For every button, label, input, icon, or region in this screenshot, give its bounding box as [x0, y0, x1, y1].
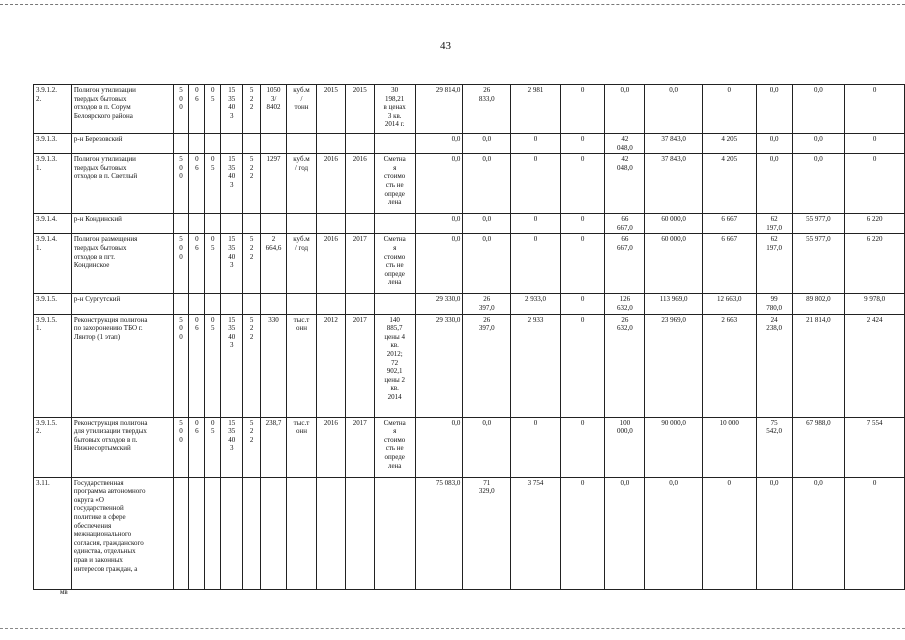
table-cell: 0 6	[189, 85, 205, 134]
table-cell	[374, 214, 415, 234]
table-cell: 0,0	[463, 417, 511, 477]
table-row	[34, 294, 905, 314]
table-cell: 0	[511, 234, 561, 294]
table-cell: 23 969,0	[645, 314, 703, 417]
table-cell: 62 197,0	[756, 234, 792, 294]
table-cell: Сметна я стоимо сть не опреде лена	[374, 417, 415, 477]
table-cell: 15 35 40 3	[221, 234, 243, 294]
table-cell: 60 000,0	[645, 214, 703, 234]
table-cell: 3.9.1.4. 1.	[34, 234, 72, 294]
table-cell: 90 000,0	[645, 417, 703, 477]
table-cell: 2 424	[845, 314, 905, 417]
table-cell	[316, 477, 345, 589]
table-cell: 26 833,0	[463, 85, 511, 134]
table-cell	[205, 477, 221, 589]
table-cell: Реконструкция полигона по захоронению ТБО г. Лянтор (1 этап)	[71, 314, 173, 417]
table-cell: 0,0	[415, 214, 463, 234]
table-cell	[374, 294, 415, 314]
table-cell: 0	[560, 417, 605, 477]
table-cell: 3.9.1.5. 1.	[34, 314, 72, 417]
table-cell	[189, 294, 205, 314]
table-cell: 330	[261, 314, 287, 417]
table-cell: 5 2 2	[243, 154, 261, 214]
table-row	[34, 154, 905, 214]
table-cell: 0,0	[645, 85, 703, 134]
table-cell: 26 397,0	[463, 314, 511, 417]
table-cell: 0,0	[756, 154, 792, 214]
table-cell: 42 048,0	[605, 134, 645, 154]
table-cell: 99 780,0	[756, 294, 792, 314]
table-cell: 5 2 2	[243, 85, 261, 134]
table-cell: 4 205	[702, 134, 756, 154]
table-cell: 3.9.1.4.	[34, 214, 72, 234]
table-cell: 5 0 0	[173, 154, 189, 214]
table-row	[34, 417, 905, 477]
table-row	[34, 234, 905, 294]
table-cell: 26 632,0	[605, 314, 645, 417]
table-cell: 0,0	[756, 477, 792, 589]
table-cell: 0	[845, 85, 905, 134]
table-cell: Реконструкция полигона для утилизации твердых бытовых отходов в п. Нижнесортымский	[71, 417, 173, 477]
table-cell: 7 554	[845, 417, 905, 477]
table-cell	[243, 294, 261, 314]
table-cell: 0 5	[205, 154, 221, 214]
table-cell: 0 5	[205, 417, 221, 477]
table-cell: р-н Кондинский	[71, 214, 173, 234]
table-cell	[316, 214, 345, 234]
table-cell: 0 6	[189, 234, 205, 294]
table-cell: 89 802,0	[792, 294, 845, 314]
table-cell: 140 885,7 цены 4 кв. 2012; 72 902,1 цены 2 кв. 2014	[374, 314, 415, 417]
table-cell	[261, 477, 287, 589]
table-cell: 3.9.1.2. 2.	[34, 85, 72, 134]
table-cell: 0 5	[205, 85, 221, 134]
table-cell: 0 6	[189, 314, 205, 417]
table-cell: 5 0 0	[173, 417, 189, 477]
table-cell: 0,0	[463, 134, 511, 154]
table-cell: 10 000	[702, 417, 756, 477]
table-cell: Сметна я стоимо сть не опреде лена	[374, 154, 415, 214]
table-cell: 15 35 40 3	[221, 85, 243, 134]
table-cell	[345, 134, 374, 154]
table-cell: 0,0	[415, 134, 463, 154]
table-cell: 9 978,0	[845, 294, 905, 314]
table-cell: 3.9.1.5. 2.	[34, 417, 72, 477]
table-cell: 2017	[345, 417, 374, 477]
table-cell	[287, 477, 317, 589]
table-cell: Сметна я стоимо сть не опреде лена	[374, 234, 415, 294]
table-cell: 66 667,0	[605, 214, 645, 234]
table-cell: 3.11.	[34, 477, 72, 589]
table-cell	[221, 214, 243, 234]
table-cell: Государственная программа автономного округа «О государственной политике в сфере обеспечения межнационального согласия, гражданского единства, отдельных прав и законных интересов граждан, а	[71, 477, 173, 589]
table-cell: 3 754	[511, 477, 561, 589]
page-number: 43	[440, 40, 451, 52]
table-row	[34, 214, 905, 234]
table-cell: 100 000,0	[605, 417, 645, 477]
table-cell: 2016	[345, 154, 374, 214]
table-cell: 3.9.1.5.	[34, 294, 72, 314]
table-cell: 75 083,0	[415, 477, 463, 589]
table-cell: 26 397,0	[463, 294, 511, 314]
table-cell	[243, 134, 261, 154]
table-cell: 238,7	[261, 417, 287, 477]
table-cell: 0	[560, 314, 605, 417]
table-cell: 0,0	[463, 234, 511, 294]
table-cell: тыс.т онн	[287, 417, 317, 477]
table-cell: 5 0 0	[173, 234, 189, 294]
table-cell: 2 933	[511, 314, 561, 417]
table-cell: 2 981	[511, 85, 561, 134]
table-cell: 0 5	[205, 314, 221, 417]
table-cell	[374, 477, 415, 589]
table-body	[34, 85, 905, 590]
table-row	[34, 85, 905, 134]
table-cell	[173, 214, 189, 234]
scan-edge-top	[0, 4, 905, 5]
table-cell: 2015	[316, 85, 345, 134]
table-cell: 0	[560, 234, 605, 294]
table-cell: 1050 3/ 8402	[261, 85, 287, 134]
table-cell: 12 663,0	[702, 294, 756, 314]
table-cell: 0	[560, 294, 605, 314]
table-cell: 0 6	[189, 154, 205, 214]
table-cell: 37 843,0	[645, 154, 703, 214]
table-cell: 42 048,0	[605, 154, 645, 214]
table-cell	[261, 214, 287, 234]
table-cell	[316, 134, 345, 154]
table-cell: 0	[702, 477, 756, 589]
table-cell: куб.м / год	[287, 154, 317, 214]
table-cell: 29 814,0	[415, 85, 463, 134]
table-cell: 62 197,0	[756, 214, 792, 234]
table-cell: Полигон размещения твердых бытовых отходов в пгт. Кондинское	[71, 234, 173, 294]
table-cell: 6 667	[702, 234, 756, 294]
table-cell	[345, 477, 374, 589]
table-cell	[189, 477, 205, 589]
table-cell: 6 220	[845, 214, 905, 234]
table-cell: 5 0 0	[173, 314, 189, 417]
table-cell: 0,0	[415, 234, 463, 294]
table-cell	[173, 477, 189, 589]
table-cell: 0,0	[605, 85, 645, 134]
table-cell: 0	[845, 477, 905, 589]
table-cell: 0	[702, 85, 756, 134]
table-cell	[243, 477, 261, 589]
table-cell: 0,0	[605, 477, 645, 589]
table-cell: 2 664,6	[261, 234, 287, 294]
table-cell: 0	[845, 134, 905, 154]
table-cell: 0	[511, 214, 561, 234]
table-cell: 75 542,0	[756, 417, 792, 477]
table-cell	[205, 214, 221, 234]
table-cell	[287, 214, 317, 234]
table-cell: 71 329,0	[463, 477, 511, 589]
budget-table	[33, 84, 905, 590]
table-cell: 5 2 2	[243, 417, 261, 477]
table-cell	[189, 134, 205, 154]
table-cell: 2 663	[702, 314, 756, 417]
table-cell: 0,0	[756, 134, 792, 154]
table-cell: 0,0	[792, 154, 845, 214]
table-cell	[374, 134, 415, 154]
table-cell	[205, 294, 221, 314]
table-cell: 113 969,0	[645, 294, 703, 314]
table-cell: 21 814,0	[792, 314, 845, 417]
table-cell: 0,0	[792, 134, 845, 154]
table-cell: 2016	[316, 417, 345, 477]
table-cell: 0	[511, 417, 561, 477]
table-cell	[221, 294, 243, 314]
table-cell: 2 933,0	[511, 294, 561, 314]
table-cell	[221, 477, 243, 589]
table-cell: р-н Березовский	[71, 134, 173, 154]
table-cell: 0,0	[792, 477, 845, 589]
table-cell: 55 977,0	[792, 214, 845, 234]
table-cell	[205, 134, 221, 154]
table-cell: 0,0	[463, 214, 511, 234]
table-cell: 0,0	[645, 477, 703, 589]
table-cell: 0	[560, 477, 605, 589]
footer-note: мв	[60, 588, 68, 596]
table-cell: 55 977,0	[792, 234, 845, 294]
table-cell: 5 2 2	[243, 234, 261, 294]
table-cell	[221, 134, 243, 154]
table-cell	[173, 294, 189, 314]
scan-edge-bottom	[0, 628, 905, 629]
table-cell: 15 35 40 3	[221, 417, 243, 477]
table-cell: 0	[560, 134, 605, 154]
table-cell: куб.м / тонн	[287, 85, 317, 134]
table-cell	[261, 134, 287, 154]
table-cell: Полигон утилизации твердых бытовых отходов в п. Светлый	[71, 154, 173, 214]
table-cell: 2017	[345, 234, 374, 294]
table-cell	[287, 134, 317, 154]
table-cell: 0 6	[189, 417, 205, 477]
table-cell	[173, 134, 189, 154]
table-cell: 15 35 40 3	[221, 154, 243, 214]
table-cell: 60 000,0	[645, 234, 703, 294]
table-cell: 4 205	[702, 154, 756, 214]
table-cell: 30 198,21 в ценах 3 кв. 2014 г.	[374, 85, 415, 134]
table-cell: 0	[560, 85, 605, 134]
table-cell: 0,0	[463, 154, 511, 214]
table-row	[34, 477, 905, 589]
table-cell: 37 843,0	[645, 134, 703, 154]
table-cell: 5 2 2	[243, 314, 261, 417]
table-cell	[243, 214, 261, 234]
table-cell: 67 988,0	[792, 417, 845, 477]
table-cell: 126 632,0	[605, 294, 645, 314]
table-cell: 5 0 0	[173, 85, 189, 134]
table-cell	[189, 214, 205, 234]
table-cell: Полигон утилизации твердых бытовых отходов в п. Сорум Белоярского района	[71, 85, 173, 134]
table-cell	[345, 214, 374, 234]
table-cell: 2012	[316, 314, 345, 417]
table-cell: 0	[511, 134, 561, 154]
table-cell: 66 667,0	[605, 234, 645, 294]
table-cell: 29 330,0	[415, 294, 463, 314]
table-cell: 1297	[261, 154, 287, 214]
table-cell: 24 238,0	[756, 314, 792, 417]
table-cell: 2016	[316, 234, 345, 294]
table-cell: 0	[845, 154, 905, 214]
table-cell: 29 330,0	[415, 314, 463, 417]
table-cell: 0,0	[415, 417, 463, 477]
table-cell: 0 5	[205, 234, 221, 294]
table-cell: 3.9.1.3. 1.	[34, 154, 72, 214]
table-cell: 2016	[316, 154, 345, 214]
table-cell: куб.м / год	[287, 234, 317, 294]
table-cell: тыс.т онн	[287, 314, 317, 417]
table-cell: 0,0	[792, 85, 845, 134]
table-cell	[345, 294, 374, 314]
table-cell: 2017	[345, 314, 374, 417]
table-cell: 0,0	[415, 154, 463, 214]
table-row	[34, 134, 905, 154]
table-row	[34, 314, 905, 417]
table-cell: 0	[560, 154, 605, 214]
table-cell: 0	[511, 154, 561, 214]
table-cell	[316, 294, 345, 314]
table-cell: 0	[560, 214, 605, 234]
table-cell	[261, 294, 287, 314]
table-cell: р-н Сургутский	[71, 294, 173, 314]
table-cell: 15 35 40 3	[221, 314, 243, 417]
table-cell: 0,0	[756, 85, 792, 134]
table-cell	[287, 294, 317, 314]
table-cell: 3.9.1.3.	[34, 134, 72, 154]
table-cell: 6 667	[702, 214, 756, 234]
table-cell: 2015	[345, 85, 374, 134]
table-cell: 6 220	[845, 234, 905, 294]
